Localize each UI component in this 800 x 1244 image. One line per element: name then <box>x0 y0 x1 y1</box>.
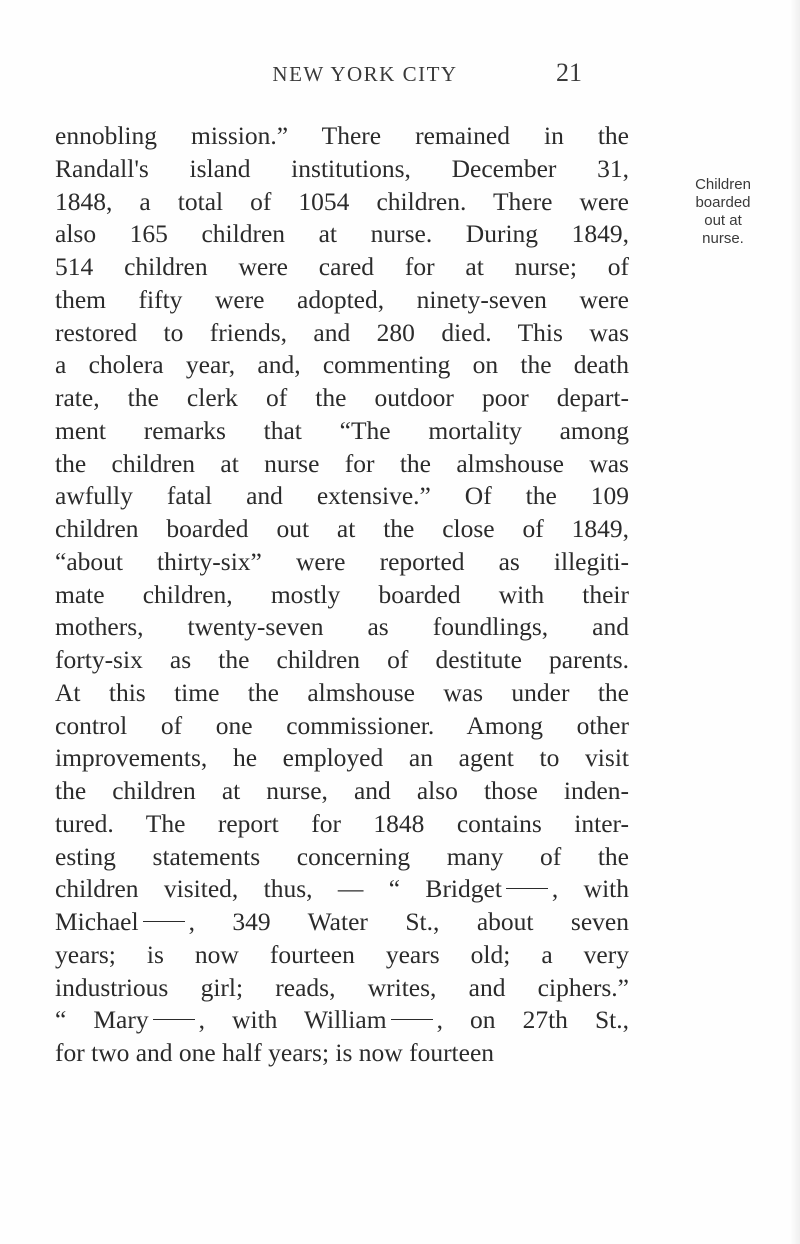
text-line: ennobling mission.” There remained in the <box>55 121 629 150</box>
text-segment: Michael <box>55 907 139 936</box>
running-head <box>0 58 800 96</box>
text-segment: children visited, thus, — “ Bridget <box>55 874 502 904</box>
running-head-title: NEW YORK CITY <box>272 62 458 86</box>
text-line: children boarded out at the close of 1849, <box>55 514 629 543</box>
text-line: At this time the almshouse was under the <box>55 677 629 707</box>
page-number: 21 <box>556 58 582 87</box>
text-line: rate, the clerk of the outdoor poor depart- <box>55 383 629 412</box>
text-line <box>55 906 629 939</box>
margin-note-line: nurse. <box>702 230 744 247</box>
page-edge-shadow <box>790 0 800 1244</box>
text-line: mate children, mostly boarded with their <box>55 579 629 609</box>
name-omission-dash <box>143 921 185 922</box>
name-omission-dash <box>391 1019 433 1020</box>
text-line <box>55 873 629 906</box>
text-line: restored to friends, and 280 died. This was <box>55 317 629 347</box>
text-line: ment remarks that “The mortality among <box>55 415 629 445</box>
margin-note-line: Children <box>695 176 751 193</box>
margin-note-line: out at <box>704 212 742 229</box>
text-line: years; is now fourteen years old; a very <box>55 939 629 969</box>
text-line: “about thirty-six” were reported as illegiti- <box>55 546 629 576</box>
margin-note <box>653 176 793 248</box>
name-omission-dash <box>506 888 548 889</box>
text-segment: , 349 Water St., about seven <box>188 907 629 936</box>
text-line: improvements, he employed an agent to visit <box>55 743 629 773</box>
text-segment: , on 27th St., <box>436 1005 629 1035</box>
text-line: esting statements concerning many of the <box>55 841 629 871</box>
text-segment: “ Mary <box>55 1005 149 1035</box>
text-segment: , with William <box>198 1005 387 1035</box>
text-line: the children at nurse, and also those inden- <box>55 776 629 805</box>
text-line: also 165 children at nurse. During 1849, <box>55 219 629 249</box>
text-line: the children at nurse for the almshouse was <box>55 448 629 478</box>
text-line: control of one commissioner. Among other <box>55 710 629 740</box>
name-omission-dash <box>153 1019 195 1020</box>
text-line: 1848, a total of 1054 children. There were <box>55 186 629 216</box>
text-line: them fifty were adopted, ninety-seven were <box>55 284 629 314</box>
text-line: Randall's island institutions, December 31, <box>55 153 629 183</box>
text-line: tured. The report for 1848 contains inter- <box>55 808 629 838</box>
text-line: mothers, twenty-seven as foundlings, and <box>55 612 629 642</box>
text-line <box>55 1004 629 1037</box>
text-line: for two and one half years; is now fourteen <box>55 1038 495 1067</box>
margin-note-line: boarded <box>695 194 751 211</box>
text-segment: , with <box>551 874 629 904</box>
text-line: industrious girl; reads, writes, and ciphers.” <box>55 972 629 1002</box>
body-text <box>55 120 629 1070</box>
text-line: 514 children were cared for at nurse; of <box>55 252 629 281</box>
text-line: forty-six as the children of destitute parents. <box>55 645 629 674</box>
text-line: awfully fatal and extensive.” Of the 109 <box>55 481 629 511</box>
text-line: a cholera year, and, commenting on the death <box>55 350 629 380</box>
